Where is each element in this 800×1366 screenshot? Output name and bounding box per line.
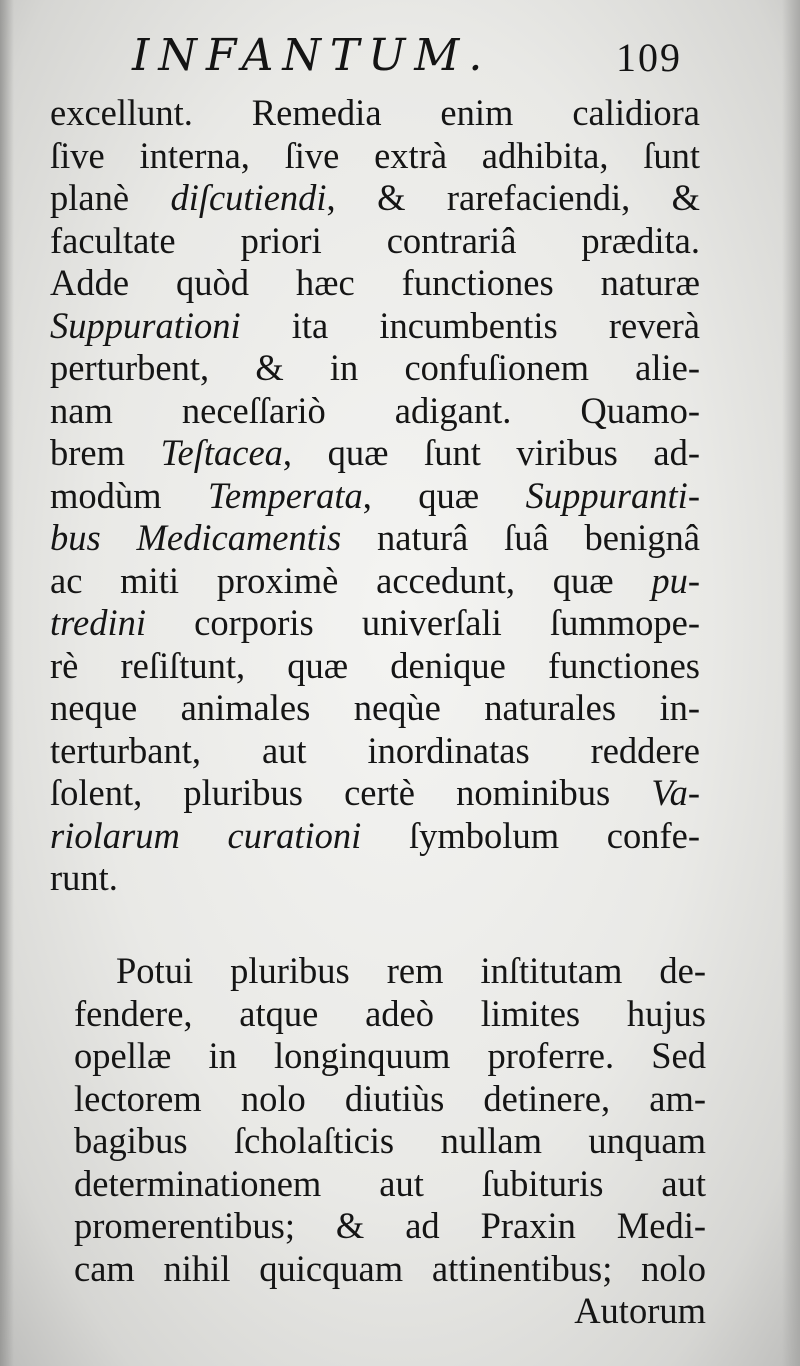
- text-segment: , & rarefaciendi, &: [326, 177, 700, 218]
- text-line: [74, 1120, 706, 1163]
- text-segment: perturbent, & in confuſionem alie-: [50, 347, 700, 388]
- text-line: [50, 305, 700, 348]
- italic-text-segment: Suppurationi: [50, 304, 241, 346]
- text-line: [74, 1078, 706, 1121]
- text-line: [50, 390, 700, 433]
- text-line: [74, 950, 706, 993]
- paragraph-2: [74, 950, 706, 1333]
- text-segment: ſive interna, ſive extrà adhibita, ſunt: [50, 134, 700, 176]
- text-segment: excellunt. Remedia enim calidiora: [50, 92, 700, 133]
- text-line: [74, 1248, 706, 1291]
- text-segment: Adde quòd hæc functiones naturæ: [50, 262, 700, 303]
- paragraph-1: [50, 92, 700, 900]
- text-segment: neque animales neqùe naturales in-: [50, 687, 700, 728]
- text-segment: fendere, atque adeò limites hujus: [74, 992, 706, 1034]
- text-line: [50, 135, 700, 178]
- text-line: [50, 857, 700, 900]
- text-segment: rè reſiſtunt, quæ denique functiones: [50, 644, 700, 686]
- text-segment: modùm: [50, 474, 208, 516]
- text-line: [50, 517, 700, 560]
- page-shadow-left: [0, 0, 14, 1366]
- text-line: [50, 602, 700, 645]
- text-line: [50, 347, 700, 390]
- text-segment: bagibus ſcholaſticis nullam unquam: [74, 1120, 706, 1161]
- text-line: [50, 772, 700, 815]
- italic-text-segment: Teſtacea: [160, 432, 283, 473]
- italic-text-segment: Temperata: [207, 474, 363, 516]
- text-segment: , quæ: [362, 474, 526, 516]
- italic-text-segment: pu-: [651, 559, 700, 601]
- text-segment: ſolent, pluribus certè nominibus: [50, 772, 652, 813]
- text-segment: promerentibus; & ad Praxin Medi-: [74, 1205, 706, 1246]
- text-segment: naturâ ſuâ benignâ: [341, 517, 700, 558]
- text-line: [50, 687, 700, 730]
- text-line: [50, 645, 700, 688]
- page-number: 109: [616, 35, 682, 80]
- page-shadow-right: [782, 0, 800, 1366]
- text-line: [50, 730, 700, 773]
- text-segment: corporis univerſali ſummope-: [145, 602, 700, 643]
- text-segment: opellæ in longinquum proferre. Sed: [74, 1035, 706, 1076]
- italic-text-segment: Va-: [651, 772, 700, 813]
- text-line: [50, 560, 700, 603]
- italic-text-segment: bus Medicamentis: [50, 517, 342, 558]
- text-segment: lectorem nolo diutiùs detinere, am-: [74, 1077, 706, 1119]
- text-segment: ſymbolum confe-: [361, 814, 700, 856]
- text-segment: facultate priori contrariâ prædita.: [50, 219, 700, 261]
- text-segment: terturbant, aut inordinatas reddere: [50, 729, 700, 771]
- running-head: INFANTUM.: [132, 30, 492, 81]
- text-segment: ac miti proximè accedunt, quæ: [50, 559, 652, 601]
- text-line: [74, 1205, 706, 1248]
- italic-text-segment: tredini: [50, 602, 146, 643]
- text-line: [74, 1035, 706, 1078]
- text-line: [50, 92, 700, 135]
- text-line: [50, 220, 700, 263]
- page-header: [120, 28, 690, 88]
- text-segment: determinationem aut ſubituris aut: [74, 1162, 706, 1204]
- italic-text-segment: riolarum curationi: [50, 814, 362, 856]
- text-line: [50, 177, 700, 220]
- text-line: [50, 815, 700, 858]
- italic-text-segment: diſcutiendi: [170, 177, 327, 218]
- text-segment: nam neceſſariò adigant. Quamo-: [50, 389, 700, 431]
- text-line: [50, 475, 700, 518]
- text-segment: cam nihil quicquam attinentibus; nolo: [74, 1247, 706, 1289]
- text-line: [74, 993, 706, 1036]
- text-line: [74, 1163, 706, 1206]
- text-line: [50, 262, 700, 305]
- text-segment: , quæ ſunt viribus ad-: [282, 432, 700, 473]
- text-segment: brem: [50, 432, 161, 473]
- italic-text-segment: Suppuranti-: [525, 474, 700, 516]
- catchword: Autorum: [574, 1290, 706, 1331]
- text-segment: planè: [50, 177, 171, 218]
- text-segment: ita incumbentis reverà: [240, 304, 700, 346]
- text-line: [50, 432, 700, 475]
- text-segment: runt.: [50, 857, 118, 898]
- text-segment: Potui pluribus rem inſtitutam de-: [116, 950, 706, 991]
